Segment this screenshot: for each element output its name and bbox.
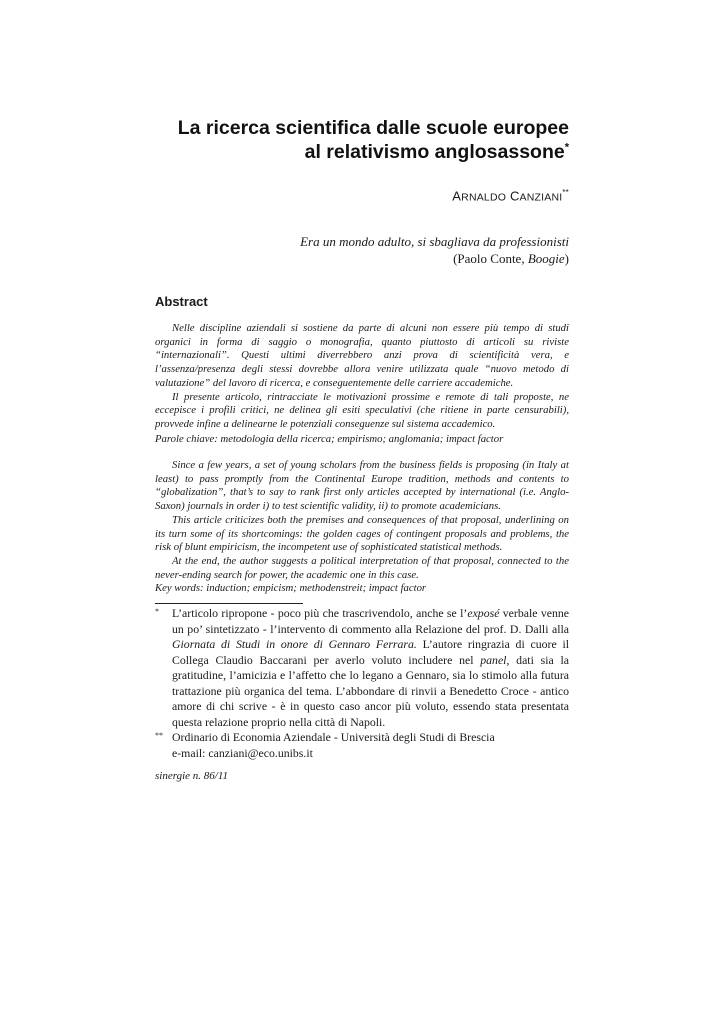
- abstract-heading: Abstract: [155, 294, 208, 309]
- abstract-it-paragraph: Nelle discipline aziendali si sostiene da parte di alcuni non essere più tempo di studi organici in forma di saggio o monografia, quanto piuttosto di articoli su riviste “internazionali”. Questi ultimi diverrebbero anzi prova di scientificità vera, e l’assenza/presenza degli stessi dovrebbe allora venire utilizzata quale “nuovo metodo di valutazione” del lavoro di ricerca, e conseguentemente delle carriere accademiche.: [155, 322, 569, 389]
- abstract-italian: [155, 322, 569, 432]
- footnote-2: [155, 730, 569, 761]
- epigraph: [300, 233, 569, 267]
- paper-title: [178, 116, 569, 164]
- abstract-en-paragraph: At the end, the author suggests a political interpretation of that proposal, connected to the never-ending search for power, the academic one in this case.: [155, 554, 569, 581]
- journal-footer: sinergie n. 86/11: [155, 770, 229, 782]
- author-email: e-mail: canziani@eco.unibs.it: [172, 745, 313, 760]
- author-affiliation: Ordinario di Economia Aziendale - Università degli Studi di Brescia: [172, 730, 495, 744]
- abstract-en-paragraph: This article criticizes both the premises and consequences of that proposal, underlining on its turn some of its shortcomings: the golden cages of contingent proposals and problems, the risk of blunt empiricism, the incompetent use of sophisticated statistical methods.: [155, 513, 569, 554]
- footnote-mark: *: [155, 607, 159, 616]
- epigraph-attribution: (Paolo Conte, Boogie): [453, 251, 569, 266]
- footnote-separator: [155, 603, 303, 604]
- keywords-italian: Parole chiave: metodologia della ricerca; empirismo; anglomania; impact factor: [155, 433, 504, 445]
- abstract-english: [155, 459, 569, 582]
- footnote-1: * L’articolo ripropone - poco più che trascrivendolo, anche se l’exposé verbale venne un po’ sintetizzato - l’intervento di commento alla Relazione del prof. D. Dalli alla Giornata di Studi in onore di Gennaro Ferrara. L’autore ringrazia di cuore il Collega Claudio Baccarani per averlo voluto includere nel panel, dati sia la gratitudine, l’amicizia e l’affetto che lo legano a Gennaro, sia lo stimolo alla futura trattazione più organica del tema. L’abbondare di rinvii a Benedetto Croce - antico amore di chi scrive - è in questo caso ancor più voluto, essendo stata presentata questa relazione proprio nella città di Napoli.: [155, 606, 570, 729]
- keywords-english: Key words: induction; empicism; methodenstreit; impact factor: [155, 582, 427, 594]
- title-line-1: La ricerca scientifica dalle scuole europee: [177, 117, 569, 139]
- title-line-2: al relativismo anglosassone*: [304, 141, 569, 163]
- author-footnote-mark: **: [562, 188, 569, 197]
- abstract-en-paragraph: Since a few years, a set of young scholars from the business fields is proposing (in Italy at least) to pass promptly from the Continental Europe tradition, methods and contents to “globalization”, that’s to say to rank first only articles accepted by international (i.e. Anglo-Saxon) journals in order i) to test scientific validity, ii) to promote academicians.: [155, 459, 569, 513]
- author-name: ARNALDO CANZIANI**: [452, 188, 569, 204]
- abstract-it-paragraph: Il presente articolo, rintracciate le motivazioni prossime e remote di tali proposte, ne eccepisce i profili critici, ne delinea gli esiti speculativi (che ritiene in parte censurabili), provvede infine a delinearne le potenziali conseguenze sul sistema accademico.: [155, 390, 569, 430]
- title-footnote-mark: *: [564, 141, 569, 154]
- footnotes: [155, 606, 569, 761]
- footnote-mark: **: [155, 731, 163, 740]
- epigraph-quote: Era un mondo adulto, si sbagliava da professionisti: [300, 234, 569, 249]
